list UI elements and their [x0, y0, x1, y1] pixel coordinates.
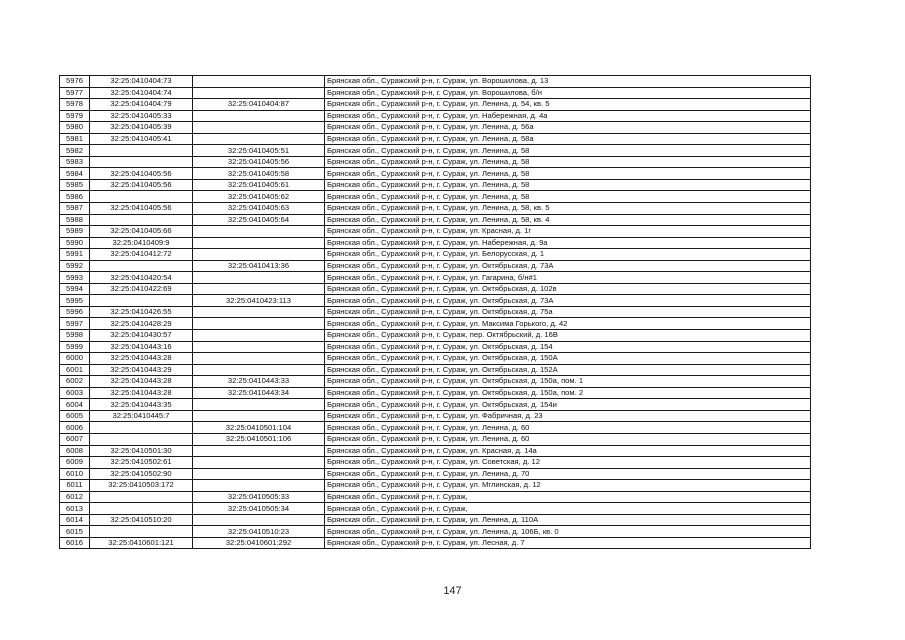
row-number-cell: 5983 [60, 156, 90, 168]
row-number-cell: 5984 [60, 168, 90, 180]
address-cell: Брянская обл., Суражский р-н, г. Сураж, ул. Октябрьская, д. 150а, пом. 1 [325, 376, 811, 388]
cadastral-number-cell: 32:25:0410426:55 [90, 306, 193, 318]
cadastral-number-cell: 32:25:0410502:61 [90, 457, 193, 469]
table-row [60, 260, 811, 272]
row-number-cell: 5990 [60, 237, 90, 249]
table-row [60, 168, 811, 180]
row-number-cell: 6010 [60, 468, 90, 480]
table-row [60, 410, 811, 422]
cadastral-number-cell [90, 422, 193, 434]
cadastral-number-cell: 32:25:0410501:30 [90, 445, 193, 457]
table-row [60, 330, 811, 342]
row-number-cell: 5997 [60, 318, 90, 330]
cadastral-number-cell: 32:25:0410405:39 [90, 122, 193, 134]
row-number-cell: 5980 [60, 122, 90, 134]
table-row [60, 480, 811, 492]
object-cadastral-number-cell: 32:25:0410404:87 [193, 99, 325, 111]
table-row [60, 387, 811, 399]
cadastral-number-cell: 32:25:0410404:74 [90, 87, 193, 99]
address-cell: Брянская обл., Суражский р-н, г. Сураж, ул. Набережная, д. 4а [325, 110, 811, 122]
address-cell: Брянская обл., Суражский р-н, г. Сураж, пер. Октябрьский, д. 16В [325, 330, 811, 342]
object-cadastral-number-cell [193, 283, 325, 295]
row-number-cell: 6011 [60, 480, 90, 492]
object-cadastral-number-cell: 32:25:0410405:62 [193, 191, 325, 203]
address-cell: Брянская обл., Суражский р-н, г. Сураж, ул. Октябрьская, д. 150а, пом. 2 [325, 387, 811, 399]
table-row [60, 468, 811, 480]
object-cadastral-number-cell: 32:25:0410443:34 [193, 387, 325, 399]
address-cell: Брянская обл., Суражский р-н, г. Сураж, ул. Ленина, д. 58а [325, 133, 811, 145]
row-number-cell: 5996 [60, 306, 90, 318]
object-cadastral-number-cell [193, 87, 325, 99]
table-row [60, 122, 811, 134]
address-cell: Брянская обл., Суражский р-н, г. Сураж, ул. Ленина, д. 58 [325, 179, 811, 191]
row-number-cell: 6012 [60, 491, 90, 503]
object-cadastral-number-cell [193, 237, 325, 249]
object-cadastral-number-cell [193, 318, 325, 330]
address-cell: Брянская обл., Суражский р-н, г. Сураж, [325, 491, 811, 503]
row-number-cell: 5999 [60, 341, 90, 353]
cadastral-number-cell [90, 156, 193, 168]
cadastral-number-cell: 32:25:0410422:69 [90, 283, 193, 295]
address-cell: Брянская обл., Суражский р-н, г. Сураж, ул. Красная, д. 14а [325, 445, 811, 457]
row-number-cell: 5988 [60, 214, 90, 226]
cadastral-number-cell: 32:25:0410430:57 [90, 330, 193, 342]
table-row [60, 295, 811, 307]
address-cell: Брянская обл., Суражский р-н, г. Сураж, ул. Ленина, д. 106Б, кв. 0 [325, 526, 811, 538]
address-cell: Брянская обл., Суражский р-н, г. Сураж, ул. Ворошилова, д. 13 [325, 76, 811, 88]
row-number-cell: 5998 [60, 330, 90, 342]
cadastral-number-cell: 32:25:0410405:56 [90, 168, 193, 180]
cadastral-number-cell: 32:25:0410428:29 [90, 318, 193, 330]
row-number-cell: 6007 [60, 433, 90, 445]
table-row [60, 156, 811, 168]
address-cell: Брянская обл., Суражский р-н, г. Сураж, ул. Ленина, д. 54, кв. 5 [325, 99, 811, 111]
object-cadastral-number-cell: 32:25:0410501:104 [193, 422, 325, 434]
object-cadastral-number-cell [193, 457, 325, 469]
row-number-cell: 5979 [60, 110, 90, 122]
address-cell: Брянская обл., Суражский р-н, г. Сураж, ул. Октябрьская, д. 154 [325, 341, 811, 353]
table-row [60, 76, 811, 88]
cadastral-number-cell [90, 433, 193, 445]
object-cadastral-number-cell: 32:25:0410413:36 [193, 260, 325, 272]
table-row [60, 503, 811, 515]
address-cell: Брянская обл., Суражский р-н, г. Сураж, ул. Октябрьская, д. 102в [325, 283, 811, 295]
object-cadastral-number-cell: 32:25:0410510:23 [193, 526, 325, 538]
object-cadastral-number-cell [193, 122, 325, 134]
cadastral-number-cell: 32:25:0410601:121 [90, 537, 193, 549]
table-row [60, 191, 811, 203]
cadastral-number-cell: 32:25:0410405:66 [90, 226, 193, 238]
table-row [60, 110, 811, 122]
address-cell: Брянская обл., Суражский р-н, г. Сураж, ул. Ленина, д. 58, кв. 5 [325, 203, 811, 215]
address-cell: Брянская обл., Суражский р-н, г. Сураж, ул. Максима Горького, д. 42 [325, 318, 811, 330]
table-row [60, 237, 811, 249]
address-cell: Брянская обл., Суражский р-н, г. Сураж, ул. Мглинская, д. 12 [325, 480, 811, 492]
row-number-cell: 5993 [60, 272, 90, 284]
address-cell: Брянская обл., Суражский р-н, г. Сураж, ул. Октябрьская, д. 73А [325, 295, 811, 307]
table-row [60, 422, 811, 434]
cadastral-number-cell: 32:25:0410404:79 [90, 99, 193, 111]
address-cell: Брянская обл., Суражский р-н, г. Сураж, ул. Октябрьская, д. 152А [325, 364, 811, 376]
cadastral-number-cell: 32:25:0410404:73 [90, 76, 193, 88]
address-cell: Брянская обл., Суражский р-н, г. Сураж, ул. Ворошилова, б/н [325, 87, 811, 99]
row-number-cell: 5978 [60, 99, 90, 111]
table-row [60, 433, 811, 445]
table-row [60, 203, 811, 215]
row-number-cell: 5986 [60, 191, 90, 203]
row-number-cell: 6001 [60, 364, 90, 376]
row-number-cell: 5995 [60, 295, 90, 307]
table-row [60, 514, 811, 526]
table-row [60, 283, 811, 295]
cadastral-number-cell: 32:25:0410443:16 [90, 341, 193, 353]
object-cadastral-number-cell [193, 306, 325, 318]
object-cadastral-number-cell [193, 76, 325, 88]
object-cadastral-number-cell: 32:25:0410405:64 [193, 214, 325, 226]
object-cadastral-number-cell: 32:25:0410601:292 [193, 537, 325, 549]
cadastral-number-cell: 32:25:0410412:72 [90, 249, 193, 261]
table-row [60, 399, 811, 411]
address-cell: Брянская обл., Суражский р-н, г. Сураж, ул. Ленина, д. 58 [325, 168, 811, 180]
address-cell: Брянская обл., Суражский р-н, г. Сураж, ул. Ленина, д. 70 [325, 468, 811, 480]
table-row [60, 457, 811, 469]
row-number-cell: 5977 [60, 87, 90, 99]
object-cadastral-number-cell [193, 330, 325, 342]
cadastral-number-cell: 32:25:0410420:54 [90, 272, 193, 284]
object-cadastral-number-cell [193, 514, 325, 526]
table-row [60, 364, 811, 376]
object-cadastral-number-cell [193, 399, 325, 411]
address-cell: Брянская обл., Суражский р-н, г. Сураж, ул. Лесная, д. 7 [325, 537, 811, 549]
table-row [60, 179, 811, 191]
address-cell: Брянская обл., Суражский р-н, г. Сураж, ул. Белорусская, д. 1 [325, 249, 811, 261]
cadastral-number-cell [90, 214, 193, 226]
cadastral-number-cell: 32:25:0410405:33 [90, 110, 193, 122]
address-cell: Брянская обл., Суражский р-н, г. Сураж, ул. Октябрьская, д. 150А [325, 353, 811, 365]
object-cadastral-number-cell [193, 341, 325, 353]
register-table-body [60, 76, 811, 549]
row-number-cell: 6016 [60, 537, 90, 549]
address-cell: Брянская обл., Суражский р-н, г. Сураж, ул. Ленина, д. 60 [325, 422, 811, 434]
row-number-cell: 5976 [60, 76, 90, 88]
row-number-cell: 6002 [60, 376, 90, 388]
object-cadastral-number-cell [193, 480, 325, 492]
cadastral-number-cell: 32:25:0410443:29 [90, 364, 193, 376]
row-number-cell: 6000 [60, 353, 90, 365]
object-cadastral-number-cell: 32:25:0410405:56 [193, 156, 325, 168]
row-number-cell: 6013 [60, 503, 90, 515]
table-row [60, 341, 811, 353]
object-cadastral-number-cell [193, 410, 325, 422]
cadastral-number-cell [90, 145, 193, 157]
address-cell: Брянская обл., Суражский р-н, г. Сураж, ул. Ленина, д. 56а [325, 122, 811, 134]
object-cadastral-number-cell: 32:25:0410405:61 [193, 179, 325, 191]
row-number-cell: 5989 [60, 226, 90, 238]
table-row [60, 318, 811, 330]
table-row [60, 491, 811, 503]
address-cell: Брянская обл., Суражский р-н, г. Сураж, ул. Фабричная, д. 23 [325, 410, 811, 422]
cadastral-number-cell: 32:25:0410443:35 [90, 399, 193, 411]
object-cadastral-number-cell: 32:25:0410505:34 [193, 503, 325, 515]
row-number-cell: 5991 [60, 249, 90, 261]
property-register-table [59, 75, 811, 549]
cadastral-number-cell [90, 503, 193, 515]
address-cell: Брянская обл., Суражский р-н, г. Сураж, ул. Ленина, д. 58, кв. 4 [325, 214, 811, 226]
cadastral-number-cell [90, 526, 193, 538]
object-cadastral-number-cell [193, 249, 325, 261]
page-number: 147 [443, 585, 462, 597]
cadastral-number-cell: 32:25:0410405:56 [90, 203, 193, 215]
object-cadastral-number-cell: 32:25:0410405:58 [193, 168, 325, 180]
table-row [60, 537, 811, 549]
object-cadastral-number-cell [193, 272, 325, 284]
cadastral-number-cell: 32:25:0410443:28 [90, 387, 193, 399]
cadastral-number-cell [90, 295, 193, 307]
cadastral-number-cell [90, 260, 193, 272]
row-number-cell: 6015 [60, 526, 90, 538]
address-cell: Брянская обл., Суражский р-н, г. Сураж, ул. Октябрьская, д. 154и [325, 399, 811, 411]
table-row [60, 272, 811, 284]
object-cadastral-number-cell: 32:25:0410405:51 [193, 145, 325, 157]
table-row [60, 526, 811, 538]
table-row [60, 353, 811, 365]
cadastral-number-cell: 32:25:0410405:41 [90, 133, 193, 145]
row-number-cell: 5987 [60, 203, 90, 215]
row-number-cell: 5985 [60, 179, 90, 191]
row-number-cell: 5982 [60, 145, 90, 157]
address-cell: Брянская обл., Суражский р-н, г. Сураж, ул. Ленина, д. 110А [325, 514, 811, 526]
address-cell: Брянская обл., Суражский р-н, г. Сураж, ул. Набережная, д. 9а [325, 237, 811, 249]
table-row [60, 145, 811, 157]
row-number-cell: 6003 [60, 387, 90, 399]
address-cell: Брянская обл., Суражский р-н, г. Сураж, ул. Гагарина, б/н#1 [325, 272, 811, 284]
table-row [60, 376, 811, 388]
table-row [60, 226, 811, 238]
address-cell: Брянская обл., Суражский р-н, г. Сураж, ул. Красная, д. 1г [325, 226, 811, 238]
cadastral-number-cell: 32:25:0410405:56 [90, 179, 193, 191]
cadastral-number-cell: 32:25:0410409:9 [90, 237, 193, 249]
row-number-cell: 6009 [60, 457, 90, 469]
object-cadastral-number-cell: 32:25:0410405:63 [193, 203, 325, 215]
cadastral-number-cell [90, 491, 193, 503]
object-cadastral-number-cell [193, 133, 325, 145]
table-row [60, 249, 811, 261]
address-cell: Брянская обл., Суражский р-н, г. Сураж, ул. Ленина, д. 58 [325, 191, 811, 203]
row-number-cell: 5981 [60, 133, 90, 145]
cadastral-number-cell: 32:25:0410502:90 [90, 468, 193, 480]
object-cadastral-number-cell [193, 226, 325, 238]
row-number-cell: 6014 [60, 514, 90, 526]
object-cadastral-number-cell [193, 353, 325, 365]
table-row [60, 306, 811, 318]
row-number-cell: 5994 [60, 283, 90, 295]
object-cadastral-number-cell [193, 468, 325, 480]
object-cadastral-number-cell: 32:25:0410501:106 [193, 433, 325, 445]
address-cell: Брянская обл., Суражский р-н, г. Сураж, ул. Ленина, д. 58 [325, 145, 811, 157]
address-cell: Брянская обл., Суражский р-н, г. Сураж, ул. Октябрьская, д. 75а [325, 306, 811, 318]
row-number-cell: 6005 [60, 410, 90, 422]
address-cell: Брянская обл., Суражский р-н, г. Сураж, ул. Ленина, д. 58 [325, 156, 811, 168]
object-cadastral-number-cell: 32:25:0410505:33 [193, 491, 325, 503]
table-row [60, 99, 811, 111]
row-number-cell: 6008 [60, 445, 90, 457]
cadastral-number-cell: 32:25:0410443:28 [90, 376, 193, 388]
address-cell: Брянская обл., Суражский р-н, г. Сураж, ул. Советская, д. 12 [325, 457, 811, 469]
row-number-cell: 6006 [60, 422, 90, 434]
cadastral-number-cell [90, 191, 193, 203]
cadastral-number-cell: 32:25:0410510:20 [90, 514, 193, 526]
object-cadastral-number-cell [193, 110, 325, 122]
row-number-cell: 6004 [60, 399, 90, 411]
object-cadastral-number-cell [193, 364, 325, 376]
cadastral-number-cell: 32:25:0410443:28 [90, 353, 193, 365]
address-cell: Брянская обл., Суражский р-н, г. Сураж, ул. Октябрьская, д. 73А [325, 260, 811, 272]
address-cell: Брянская обл., Суражский р-н, г. Сураж, ул. Ленина, д. 60 [325, 433, 811, 445]
address-cell: Брянская обл., Суражский р-н, г. Сураж, [325, 503, 811, 515]
object-cadastral-number-cell: 32:25:0410423:113 [193, 295, 325, 307]
row-number-cell: 5992 [60, 260, 90, 272]
table-row [60, 133, 811, 145]
object-cadastral-number-cell [193, 445, 325, 457]
table-row [60, 445, 811, 457]
object-cadastral-number-cell: 32:25:0410443:33 [193, 376, 325, 388]
cadastral-number-cell: 32:25:0410503:172 [90, 480, 193, 492]
cadastral-number-cell: 32:25:0410445:7 [90, 410, 193, 422]
table-row [60, 214, 811, 226]
table-row [60, 87, 811, 99]
